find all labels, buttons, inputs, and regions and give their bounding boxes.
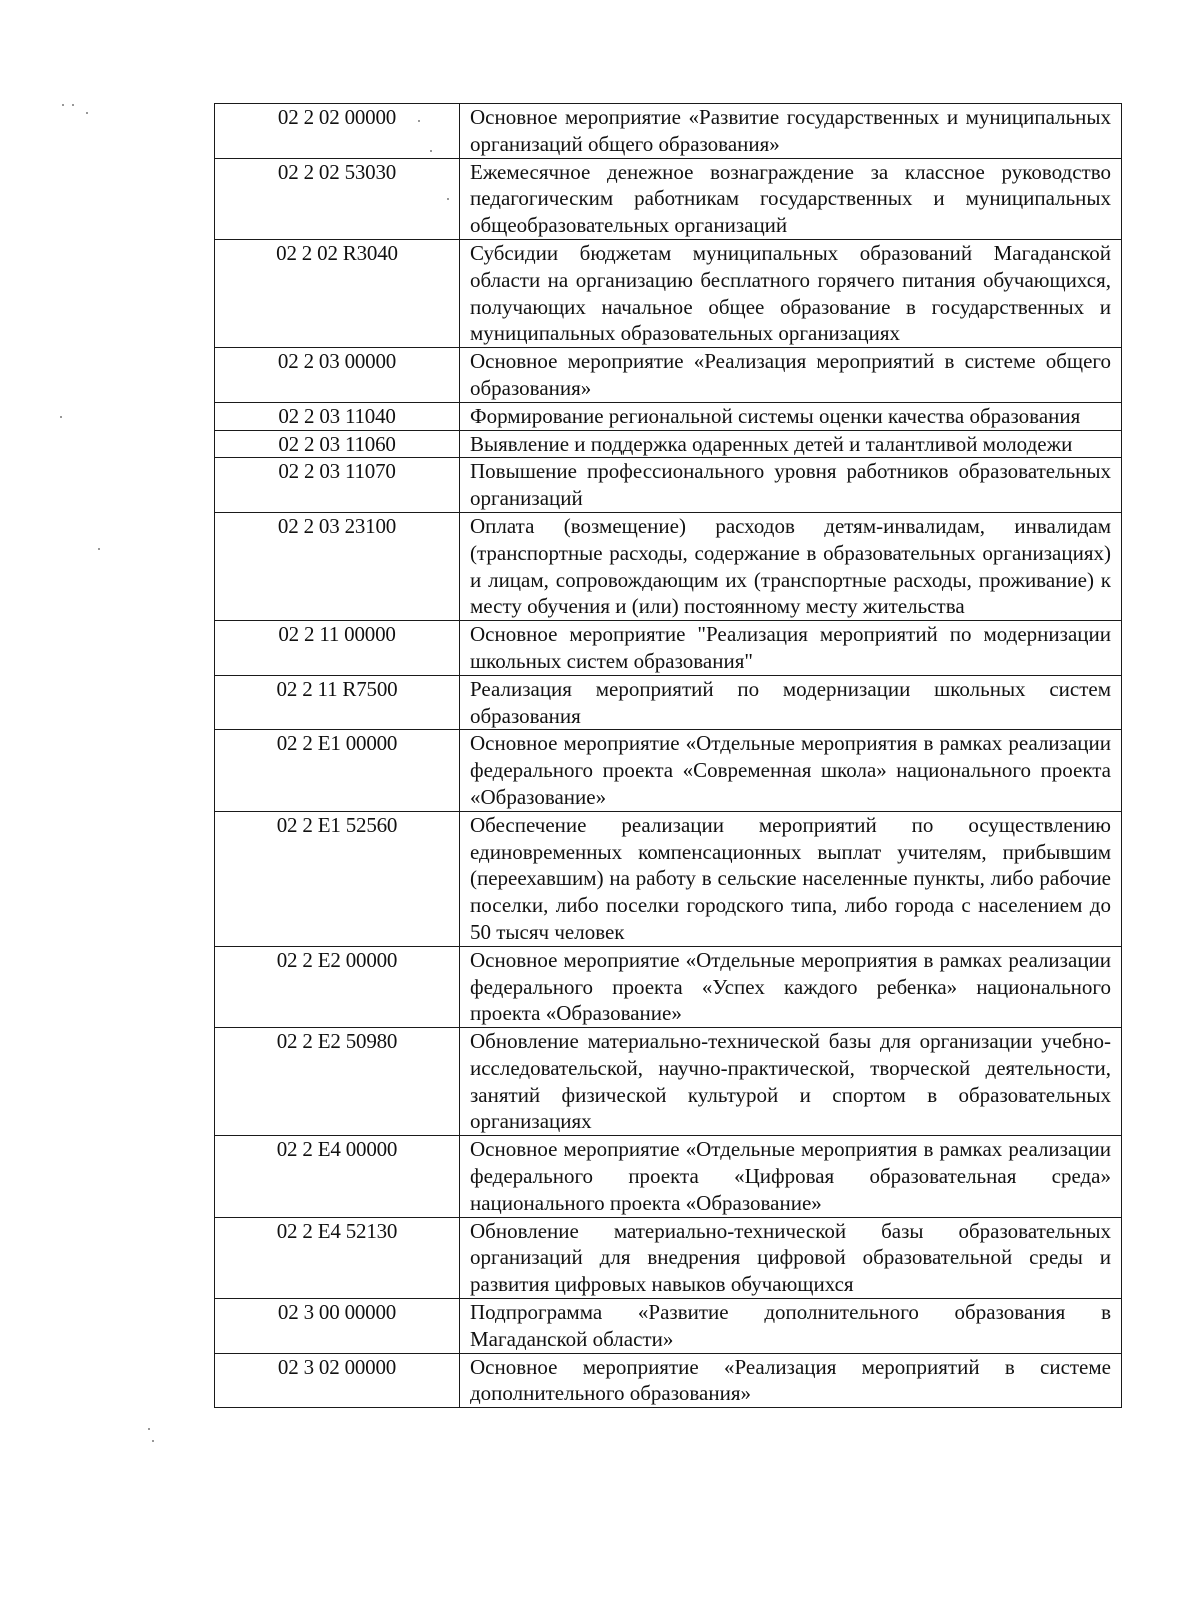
table-row [215,512,1122,620]
table-row [215,430,1122,458]
scan-speck [152,1440,154,1442]
row-description: Основное мероприятие «Реализация мероприятий в системе общего образования» [460,348,1122,403]
row-description: Основное мероприятие «Развитие государственных и муниципальных организаций общего образования» [460,104,1122,159]
classification-code: 02 2 11 R7500 [215,675,460,730]
scan-speck [72,104,74,106]
table-row [215,1028,1122,1136]
budget-codes-table [214,103,1122,1408]
table-row [215,402,1122,430]
table-row [215,621,1122,676]
table-row [215,458,1122,513]
row-description: Подпрограмма «Развитие дополнительного образования в Магаданской области» [460,1299,1122,1354]
table-row [215,1217,1122,1298]
table-row [215,348,1122,403]
table-row [215,1353,1122,1408]
table-row [215,104,1122,159]
row-description: Обновление материально-технической базы образовательных организаций для внедрения цифровой образовательной среды и развития цифровых навыков обучающихся [460,1217,1122,1298]
table-row [215,1136,1122,1217]
row-description: Обеспечение реализации мероприятий по осуществлению единовременных компенсационных выплат учителям, прибывшим (переехавшим) на работу в сельские населенные пункты, либо рабочие поселки, либо поселки городского типа, либо города с населением до 50 тысяч человек [460,811,1122,946]
row-description: Повышение профессионального уровня работников образовательных организаций [460,458,1122,513]
table-row [215,730,1122,811]
table-row [215,158,1122,239]
row-description: Выявление и поддержка одаренных детей и талантливой молодежи [460,430,1122,458]
scan-speck [418,120,420,122]
row-description: Основное мероприятие "Реализация мероприятий по модернизации школьных систем образования" [460,621,1122,676]
classification-code: 02 2 03 11040 [215,402,460,430]
classification-code: 02 2 11 00000 [215,621,460,676]
table-row [215,946,1122,1027]
classification-code: 02 2 E1 52560 [215,811,460,946]
classification-code: 02 3 02 00000 [215,1353,460,1408]
row-description: Оплата (возмещение) расходов детям-инвалидам, инвалидам (транспортные расходы, содержание в образовательных организациях) и лицам, сопровождающим их (транспортные расходы, проживание) к месту обучения и (или) постоянному месту жительства [460,512,1122,620]
row-description: Обновление материально-технической базы для организации учебно-исследовательской, научно-практической, творческой деятельности, занятий физической культурой и спортом в образовательных организациях [460,1028,1122,1136]
classification-code: 02 2 03 11060 [215,430,460,458]
classification-code: 02 2 E2 00000 [215,946,460,1027]
classification-code: 02 2 02 R3040 [215,239,460,347]
classification-code: 02 2 03 11070 [215,458,460,513]
row-description: Реализация мероприятий по модернизации школьных систем образования [460,675,1122,730]
row-description: Основное мероприятие «Отдельные мероприятия в рамках реализации федерального проекта «Современная школа» национального проекта «Образование» [460,730,1122,811]
scan-speck [62,104,64,106]
classification-code: 02 2 E2 50980 [215,1028,460,1136]
classification-code: 02 2 E4 00000 [215,1136,460,1217]
scan-speck [430,150,432,152]
row-description: Основное мероприятие «Реализация мероприятий в системе дополнительного образования» [460,1353,1122,1408]
row-description: Ежемесячное денежное вознаграждение за классное руководство педагогическим работникам государственных и муниципальных общеобразовательных организаций [460,158,1122,239]
table-row [215,239,1122,347]
classification-code: 02 2 E1 00000 [215,730,460,811]
classification-code: 02 2 E4 52130 [215,1217,460,1298]
row-description: Формирование региональной системы оценки качества образования [460,402,1122,430]
classification-code: 02 2 03 23100 [215,512,460,620]
scan-speck [86,112,88,114]
scan-speck [60,416,62,418]
table-row [215,811,1122,946]
row-description: Субсидии бюджетам муниципальных образований Магаданской области на организацию бесплатного горячего питания обучающихся, получающих начальное общее образование в государственных и муниципальных образовательных организациях [460,239,1122,347]
table-row [215,1299,1122,1354]
table-row [215,675,1122,730]
classification-code: 02 2 03 00000 [215,348,460,403]
row-description: Основное мероприятие «Отдельные мероприятия в рамках реализации федерального проекта «Цифровая образовательная среда» национального проекта «Образование» [460,1136,1122,1217]
scan-speck [98,548,100,550]
classification-code: 02 2 02 00000 [215,104,460,159]
classification-code: 02 2 02 53030 [215,158,460,239]
scan-speck [148,1428,150,1430]
scan-speck [447,198,449,200]
row-description: Основное мероприятие «Отдельные мероприятия в рамках реализации федерального проекта «Успех каждого ребенка» национального проекта «Образование» [460,946,1122,1027]
classification-code: 02 3 00 00000 [215,1299,460,1354]
